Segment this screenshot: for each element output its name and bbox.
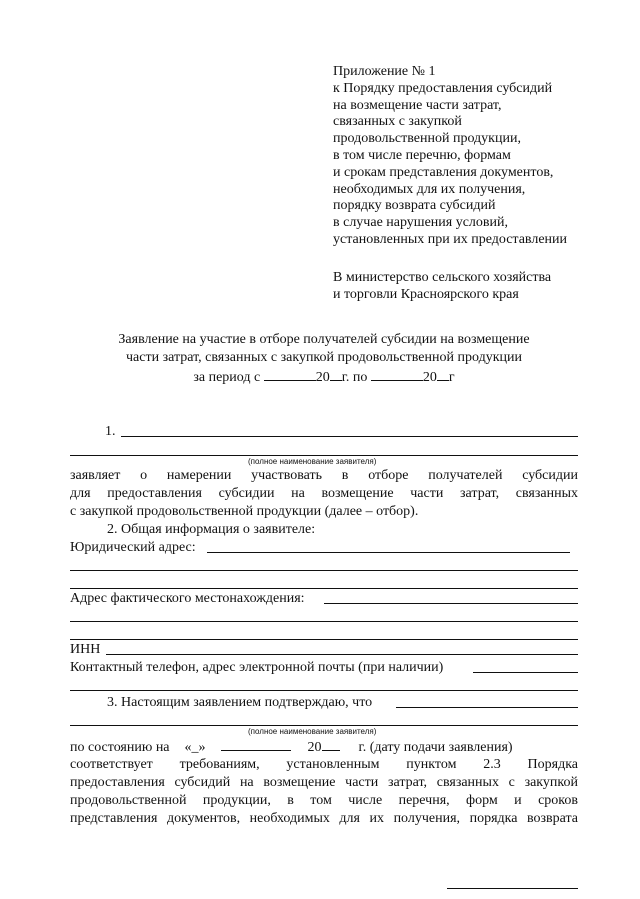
legal-address-field-3[interactable] [70, 588, 578, 589]
date-suffix: г. (дату подачи заявления) [358, 740, 513, 755]
actual-address-field[interactable] [324, 603, 578, 604]
period-year-1: 20 [315, 370, 330, 385]
legal-address-field[interactable] [207, 552, 570, 553]
actual-address-field-3[interactable] [70, 639, 578, 640]
section-1-number: 1. [105, 424, 116, 439]
appendix-line: и срокам представления документов, [333, 164, 554, 180]
appendix-line: Приложение № 1 [333, 64, 436, 79]
recipient-line: и торговли Красноярского края [333, 287, 519, 302]
period-middle: г. по [341, 370, 368, 385]
section-3-paragraph-line: предоставления субсидий на возмещение части затрат, связанных с закупкой [70, 775, 578, 790]
recipient-line: В министерство сельского хозяйства [333, 270, 552, 285]
section-3-heading: 3. Настоящим заявлением подтверждаю, что [107, 695, 373, 710]
appendix-header [333, 64, 633, 249]
section-1-paragraph-line: заявляет о намерении участвовать в отборе получателей субсидии [70, 468, 578, 483]
section-3-paragraph-line: соответствует требованиям, установленным пунктом 2.3 Порядка [70, 757, 578, 772]
appendix-line: установленных при их предоставлении [333, 231, 568, 247]
inn-field[interactable] [106, 654, 578, 655]
period-suffix: г [448, 370, 455, 385]
date-line [70, 738, 578, 757]
date-year-field[interactable] [322, 738, 340, 751]
inn-label: ИНН [70, 642, 101, 657]
appendix-line: в случае нарушения условий, [333, 215, 509, 231]
section-1-caption: (полное наименование заявителя) [248, 457, 377, 466]
section-2-heading: 2. Общая информация о заявителе: [107, 522, 316, 537]
period-end-field[interactable] [371, 368, 423, 381]
document-title-line-2: части затрат, связанных с закупкой продовольственной продукции [126, 350, 522, 365]
date-year: 20 [307, 740, 322, 755]
recipient-block [333, 269, 633, 303]
footer-rule [447, 888, 578, 889]
legal-address-label: Юридический адрес: [70, 540, 196, 555]
section-3-paragraph-line: представления документов, необходимых для их получения, порядка возврата [70, 811, 578, 826]
actual-address-label: Адрес фактического местонахождения: [70, 591, 305, 606]
appendix-line: связанных с закупкой [333, 114, 462, 130]
appendix-line: продовольственной продукции, [333, 131, 521, 147]
period-year-1-field[interactable] [330, 368, 342, 381]
section-1-paragraph-line: с закупкой продовольственной продукции (далее – отбор). [70, 504, 419, 519]
contact-label: Контактный телефон, адрес электронной почты (при наличии) [70, 660, 444, 675]
contact-field-2[interactable] [70, 690, 578, 691]
section-3-paragraph-line: продовольственной продукции, в том числе перечня, форм и сроков [70, 793, 578, 808]
date-prefix: по состоянию на [70, 740, 170, 755]
document-title-line-1: Заявление на участие в отборе получателей субсидии на возмещение [118, 332, 530, 347]
legal-address-field-2[interactable] [70, 570, 578, 571]
date-month-field[interactable] [221, 738, 291, 751]
period-year-2-field[interactable] [437, 368, 449, 381]
section-3-caption: (полное наименование заявителя) [248, 727, 377, 736]
appendix-line: в том числе перечню, формам [333, 147, 511, 163]
period-prefix: за период с [193, 370, 261, 385]
appendix-line: на возмещение части затрат, [333, 97, 502, 113]
applicant-name-field-2[interactable] [70, 455, 578, 456]
applicant-name-field-3[interactable] [396, 707, 578, 708]
applicant-name-field-4[interactable] [70, 725, 578, 726]
document-period-line [70, 368, 578, 387]
appendix-line: необходимых для их получения, [333, 181, 526, 197]
appendix-line: к Порядку предоставления субсидий [333, 80, 553, 96]
period-year-2: 20 [422, 370, 437, 385]
period-start-field[interactable] [264, 368, 316, 381]
date-day-quote: «_» [184, 740, 206, 755]
appendix-line: порядку возврата субсидий [333, 198, 496, 214]
actual-address-field-2[interactable] [70, 621, 578, 622]
section-1-paragraph-line: для предоставления субсидии на возмещение части затрат, связанных [70, 486, 578, 501]
contact-field[interactable] [473, 672, 578, 673]
applicant-name-field[interactable] [121, 436, 578, 437]
